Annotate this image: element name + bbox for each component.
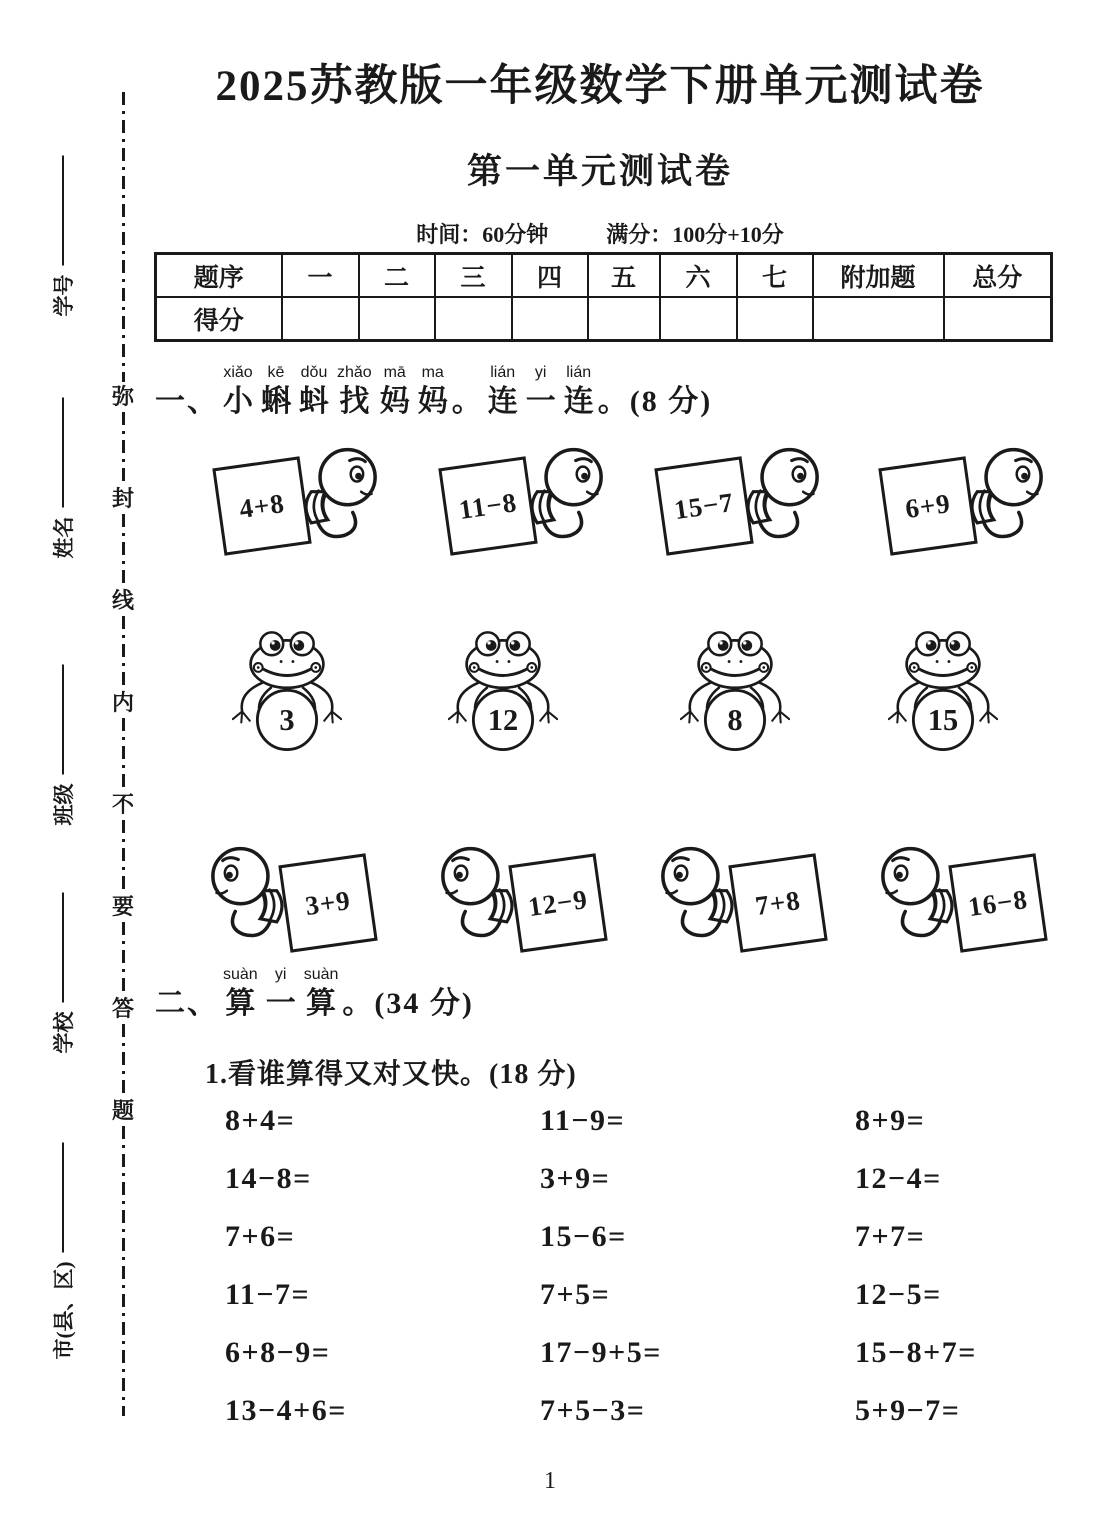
equation-item: 3+9= xyxy=(540,1162,611,1195)
equation-item: 5+9−7= xyxy=(855,1394,961,1427)
score-table-header-cell: 五 xyxy=(588,254,660,298)
seal-char: 线 xyxy=(111,588,134,613)
pinyin-annotation: yi xyxy=(525,364,556,381)
expression-card: 15−7 xyxy=(654,456,753,555)
equation-item: 11−9= xyxy=(540,1104,626,1137)
write-line xyxy=(62,156,64,266)
page-subtitle: 第一单元测试卷 xyxy=(466,152,733,191)
score-cell-empty xyxy=(588,297,660,341)
seal-char: 内 xyxy=(111,690,134,715)
seal-dash xyxy=(122,718,125,790)
frog-number: 12 xyxy=(487,703,519,738)
hanzi-with-pinyin: 连lián xyxy=(563,364,594,418)
hanzi-with-pinyin: 连lián xyxy=(487,364,518,418)
seal-dash xyxy=(122,922,125,994)
heading-text: 。(8 分) xyxy=(597,385,713,418)
score-table-header-cell: 七 xyxy=(737,254,813,298)
tadpole-card-item xyxy=(208,845,384,965)
equations-grid xyxy=(150,1092,1050,1440)
equation-item: 6+8−9= xyxy=(225,1336,331,1369)
hanzi-with-pinyin: 算suàn xyxy=(223,966,258,1020)
section2-heading xyxy=(155,966,474,1020)
pinyin-annotation: suàn xyxy=(223,966,258,983)
class-label: 班级 xyxy=(52,783,76,826)
score-table-header-cell: 附加题 xyxy=(813,254,944,298)
frog-with-number xyxy=(888,630,998,759)
expression-card: 7+8 xyxy=(728,853,827,952)
tadpole-card-item xyxy=(660,446,836,566)
pinyin-annotation: kē xyxy=(261,364,291,381)
score-cell-empty xyxy=(660,297,737,341)
equation-item: 7+6= xyxy=(225,1220,296,1253)
pinyin-annotation: lián xyxy=(487,364,518,381)
tadpole-card-item xyxy=(218,446,394,566)
tadpole xyxy=(658,845,754,951)
tadpole-row-top xyxy=(150,446,1070,568)
tadpole-card-item xyxy=(438,845,614,965)
equation-item: 7+7= xyxy=(855,1220,926,1253)
tadpole-icon xyxy=(878,845,974,951)
score-row-label: 得分 xyxy=(156,297,282,341)
equation-item: 8+9= xyxy=(855,1104,926,1137)
hanzi-with-pinyin: 一yi xyxy=(525,364,556,418)
score-table-header-cell: 六 xyxy=(660,254,737,298)
write-line xyxy=(62,665,64,775)
heading-text: 。(34 分) xyxy=(342,987,474,1020)
hanzi-with-pinyin: 找zhǎo xyxy=(337,364,372,418)
score-table-score-row xyxy=(156,297,1052,341)
seal-char: 要 xyxy=(111,894,134,919)
equation-item: 15−8+7= xyxy=(855,1336,977,1369)
expression-card: 4+8 xyxy=(212,456,311,555)
equation-item: 7+5−3= xyxy=(540,1394,646,1427)
score-table-header-cell: 题序 xyxy=(156,254,282,298)
heading-text: 二、 xyxy=(155,987,219,1020)
seal-dash xyxy=(122,616,125,688)
seal-char: 封 xyxy=(111,486,134,511)
tadpole-card-item xyxy=(444,446,620,566)
heading-text: 。 xyxy=(451,385,484,418)
hanzi-with-pinyin: 算suàn xyxy=(303,966,339,1020)
tadpole xyxy=(284,446,380,552)
pinyin-annotation: ma xyxy=(417,364,448,381)
score-table-header-cell: 二 xyxy=(359,254,435,298)
equation-item: 17−9+5= xyxy=(540,1336,662,1369)
tadpole-card-item xyxy=(878,845,1054,965)
pinyin-annotation: zhǎo xyxy=(337,364,372,381)
score-table-header-row xyxy=(156,254,1052,298)
equation-item: 11−7= xyxy=(225,1278,311,1311)
frog-icon xyxy=(232,630,342,754)
sidebar-field-school xyxy=(48,893,78,1054)
frog-with-number xyxy=(680,630,790,759)
tadpole-icon xyxy=(510,446,606,552)
equation-item: 8+4= xyxy=(225,1104,296,1137)
pinyin-annotation: xiǎo xyxy=(223,364,253,381)
equation-item: 12−4= xyxy=(855,1162,942,1195)
equation-item: 12−5= xyxy=(855,1278,942,1311)
sidebar-field-name xyxy=(48,398,78,559)
page-number: 1 xyxy=(544,1468,556,1494)
frog-number: 3 xyxy=(279,703,295,738)
section1-heading xyxy=(155,364,712,418)
pinyin-annotation: dǒu xyxy=(299,364,329,381)
seal-dash xyxy=(122,820,125,892)
score-table-header-cell: 四 xyxy=(512,254,588,298)
frog-icon xyxy=(680,630,790,754)
page-title: 2025苏教版一年级数学下册单元测试卷 xyxy=(215,63,985,110)
tadpole-icon xyxy=(284,446,380,552)
tadpole-icon xyxy=(950,446,1046,552)
hanzi-with-pinyin: 蝌kē xyxy=(261,364,291,418)
score-table xyxy=(154,252,1053,342)
pinyin-annotation: yi xyxy=(265,966,296,983)
equation-item: 7+5= xyxy=(540,1278,611,1311)
write-line xyxy=(62,893,64,1003)
tadpole xyxy=(438,845,534,951)
tadpole-card-item xyxy=(884,446,1060,566)
score-cell-empty xyxy=(359,297,435,341)
frog-number: 15 xyxy=(927,703,959,738)
seal-dash xyxy=(122,412,125,484)
score-cell-empty xyxy=(737,297,813,341)
exam-info xyxy=(150,218,1050,249)
tadpole xyxy=(726,446,822,552)
write-line xyxy=(62,398,64,508)
section2-sub-heading: 1.看谁算得又对又快。(18 分) xyxy=(205,1059,577,1090)
seal-dash xyxy=(122,1024,125,1096)
seal-char: 答 xyxy=(111,996,134,1021)
frog-icon xyxy=(888,630,998,754)
tadpole-icon xyxy=(438,845,534,951)
pinyin-annotation: lián xyxy=(563,364,594,381)
score-cell-empty xyxy=(813,297,944,341)
equation-item: 15−6= xyxy=(540,1220,627,1253)
score-table-header-cell: 总分 xyxy=(944,254,1052,298)
seal-dash xyxy=(122,92,125,382)
heading-text: 一、 xyxy=(155,385,219,418)
expression-card: 12−9 xyxy=(508,853,607,952)
seal-char: 不 xyxy=(111,792,134,817)
seal-char: 题 xyxy=(111,1098,134,1123)
frog-icon xyxy=(448,630,558,754)
seal-line xyxy=(110,92,136,1416)
tadpole xyxy=(878,845,974,951)
score-cell-empty xyxy=(435,297,512,341)
expression-card: 16−8 xyxy=(948,853,1047,952)
expression-card: 11−8 xyxy=(438,456,537,555)
score-cell-empty xyxy=(512,297,588,341)
frog-with-number xyxy=(448,630,558,759)
sidebar-field-student-number xyxy=(48,156,78,317)
tadpole xyxy=(950,446,1046,552)
score-cell-empty xyxy=(282,297,359,341)
tadpole-card-item xyxy=(658,845,834,965)
seal-dash xyxy=(122,1126,125,1416)
frog-row xyxy=(150,630,1070,762)
pinyin-annotation: mā xyxy=(379,364,410,381)
school-label: 学校 xyxy=(52,1011,76,1054)
score-table-header-cell: 一 xyxy=(282,254,359,298)
exam-full-score: 满分：100分+10分 xyxy=(606,222,784,247)
hanzi-with-pinyin: 一yi xyxy=(265,966,296,1020)
seal-dash xyxy=(122,514,125,586)
sidebar-field-class xyxy=(48,665,78,826)
hanzi-with-pinyin: 蚪dǒu xyxy=(299,364,329,418)
score-table-header-cell: 三 xyxy=(435,254,512,298)
expression-card: 3+9 xyxy=(278,853,377,952)
seal-char: 弥 xyxy=(111,384,134,409)
tadpole-icon xyxy=(208,845,304,951)
equation-item: 13−4+6= xyxy=(225,1394,347,1427)
tadpole xyxy=(510,446,606,552)
exam-time: 时间：60分钟 xyxy=(416,222,549,247)
tadpole-icon xyxy=(658,845,754,951)
frog-with-number xyxy=(232,630,342,759)
tadpole-icon xyxy=(726,446,822,552)
tadpole-row-bottom xyxy=(150,845,1070,967)
student-number-label: 学号 xyxy=(52,274,76,317)
tadpole xyxy=(208,845,304,951)
pinyin-annotation: suàn xyxy=(303,966,339,983)
frog-number: 8 xyxy=(727,703,743,738)
expression-card: 6+9 xyxy=(878,456,977,555)
score-cell-empty xyxy=(944,297,1052,341)
name-label: 姓名 xyxy=(52,516,76,559)
write-line xyxy=(62,1143,64,1253)
hanzi-with-pinyin: 妈ma xyxy=(417,364,448,418)
hanzi-with-pinyin: 小xiǎo xyxy=(223,364,253,418)
hanzi-with-pinyin: 妈mā xyxy=(379,364,410,418)
city-district-label: 市(县、区) xyxy=(52,1261,76,1360)
equation-item: 14−8= xyxy=(225,1162,312,1195)
sidebar-field-city-district xyxy=(48,1143,78,1360)
